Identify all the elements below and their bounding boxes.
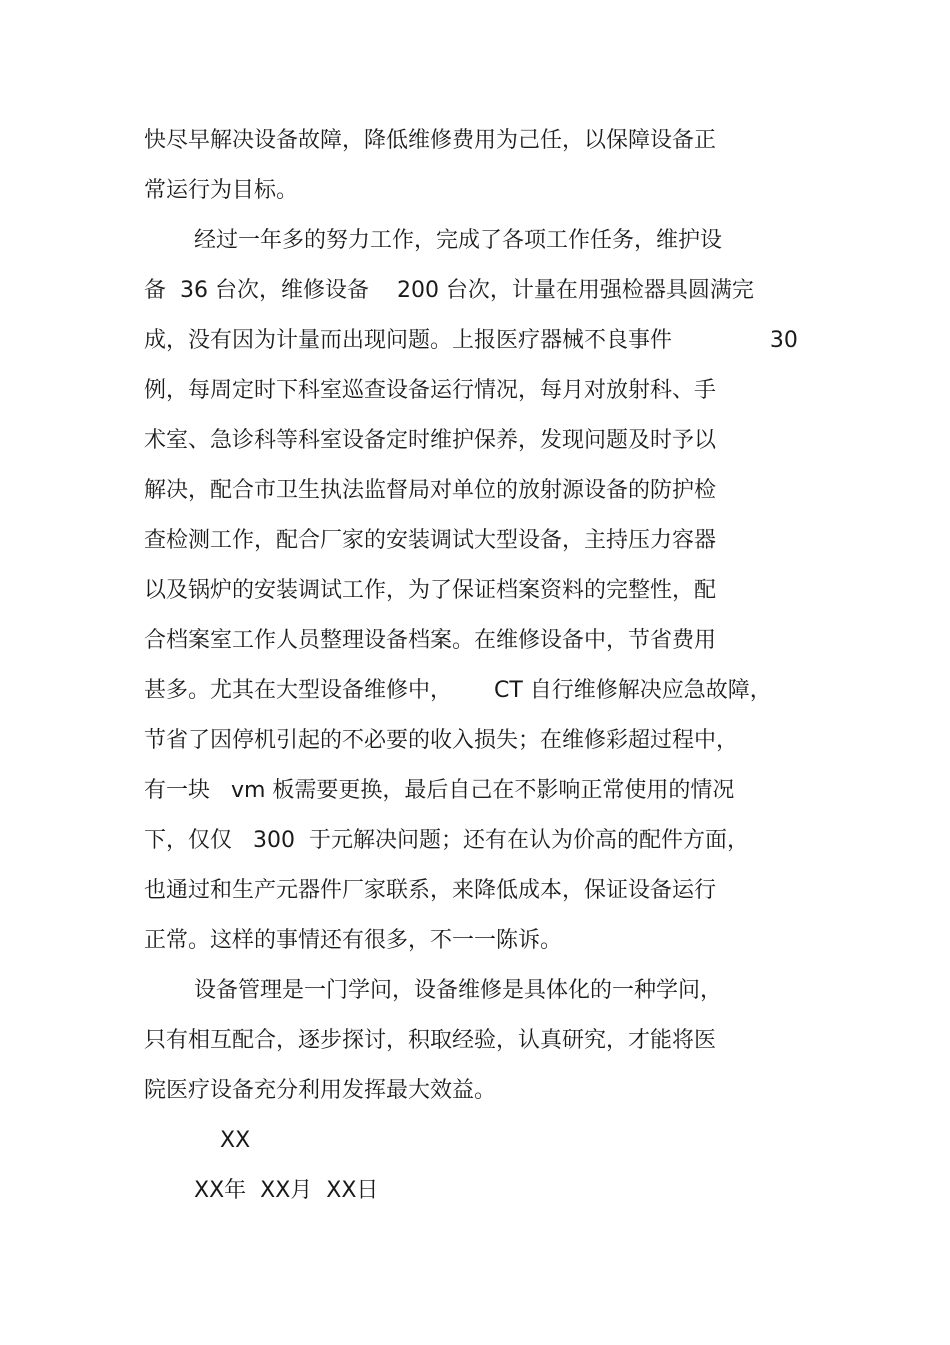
signature-date: XX年 XX月 XX日 <box>194 1178 379 1203</box>
body-line-16: 也通过和生产元器件厂家联系，来降低成本，保证设备运行 <box>144 878 717 903</box>
body-line-11: 合档案室工作人员整理设备档案。在维修设备中，节省费用 <box>144 628 717 653</box>
body-line-12: 甚多。尤其在大型设备维修中， CT 自行维修解决应急故障， <box>144 678 772 703</box>
body-line-20: 院医疗设备充分利用发挥最大效益。 <box>144 1078 497 1103</box>
body-line-14: 有一块 vm 板需要更换，最后自己在不影响正常使用的情况 <box>144 778 735 803</box>
body-line-9: 查检测工作，配合厂家的安装调试大型设备，主持压力容器 <box>144 528 717 553</box>
body-line-7: 术室、急诊科等科室设备定时维护保养，发现问题及时予以 <box>144 428 717 453</box>
body-line-19: 只有相互配合，逐步探讨，积取经验，认真研究，才能将医 <box>144 1028 717 1053</box>
body-line-6: 例，每周定时下科室巡查设备运行情况，每月对放射科、手 <box>144 378 717 403</box>
body-line-17: 正常。这样的事情还有很多，不一一陈诉。 <box>144 928 563 953</box>
body-line-2: 常运行为目标。 <box>144 178 299 203</box>
paragraph-3-line-1: 设备管理是一门学问，设备维修是具体化的一种学问， <box>194 978 723 1003</box>
body-line-10: 以及锅炉的安装调试工作，为了保证档案资料的完整性，配 <box>144 578 717 603</box>
body-line-5: 成，没有因为计量而出现问题。上报医疗器械不良事件 30 <box>144 328 798 353</box>
body-line-13: 节省了因停机引起的不必要的收入损失；在维修彩超过程中， <box>144 728 739 753</box>
body-line-8: 解决，配合市卫生执法监督局对单位的放射源设备的防护检 <box>144 478 717 503</box>
body-line-1: 快尽早解决设备故障，降低维修费用为己任，以保障设备正 <box>144 128 717 153</box>
signature-name: XX <box>220 1128 251 1153</box>
body-line-4: 备 36 台次，维修设备 200 台次，计量在用强检器具圆满完 <box>144 278 754 303</box>
body-line-15: 下，仅仅 300 于元解决问题；还有在认为价高的配件方面， <box>144 828 749 853</box>
paragraph-2-line-1: 经过一年多的努力工作，完成了各项工作任务，维护设 <box>194 228 723 253</box>
